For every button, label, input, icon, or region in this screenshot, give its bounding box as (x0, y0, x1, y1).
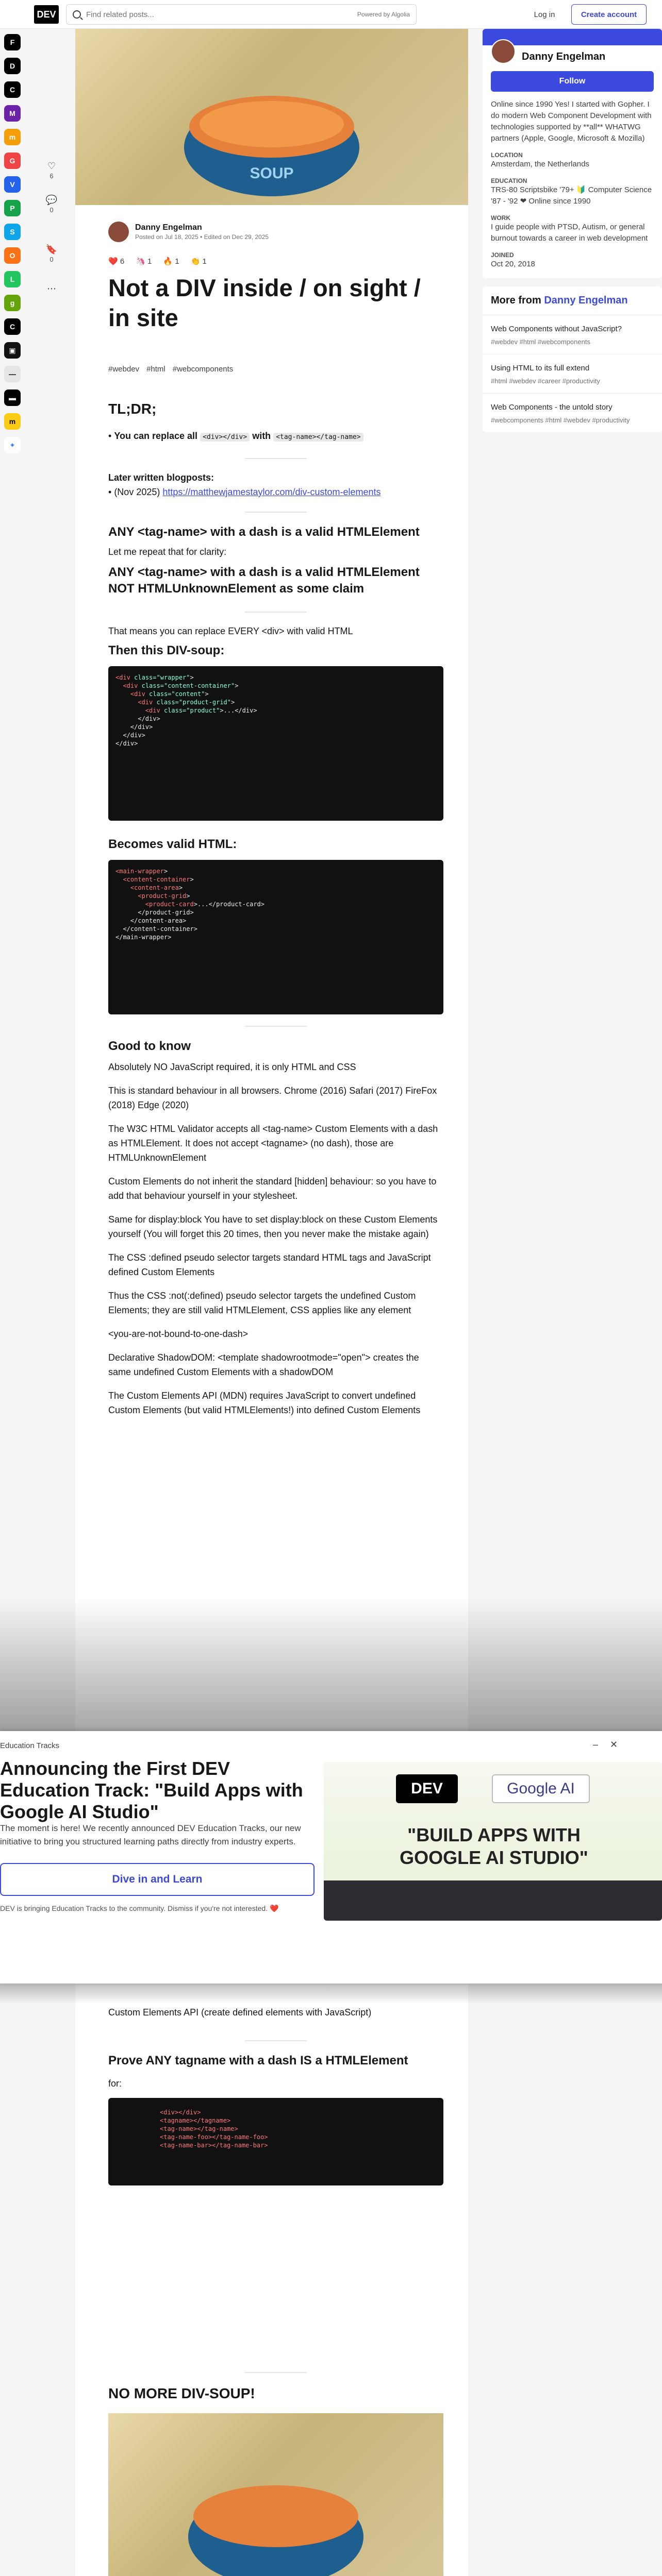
more-item-tags: #webcomponents #html #webdev #productivity (491, 416, 630, 424)
not-heading: NOT HTMLUnknownElement as some claim (108, 582, 365, 596)
community-icon-7[interactable]: V (4, 176, 21, 193)
more-item[interactable] (483, 394, 662, 432)
svg-text:SOUP: SOUP (250, 165, 294, 182)
comment-icon: 💬 (45, 194, 58, 205)
community-icon-6[interactable]: G (4, 152, 21, 169)
spacer (108, 2185, 443, 2361)
soup-bowl-illustration-2 (108, 2413, 443, 2576)
more-icon: ⋯ (47, 283, 56, 294)
search-icon (73, 10, 81, 19)
article-body-lower (108, 2005, 443, 2576)
more-item-title: Web Components without JavaScript? (491, 325, 622, 333)
joined-label: JOINED (491, 251, 514, 259)
more-from-card (483, 286, 662, 432)
article-body (108, 400, 443, 1427)
top-header (0, 0, 662, 29)
comment-reaction[interactable] (41, 194, 62, 214)
community-icon-4[interactable]: M (4, 105, 21, 122)
more-item-tags: #webdev #html #webcomponents (491, 338, 590, 346)
tag-html[interactable]: #html (146, 365, 166, 374)
good-bullet: Absolutely NO JavaScript required, it is only HTML and CSS (108, 1062, 356, 1072)
community-icon-5[interactable]: m (4, 129, 21, 145)
powered-by-label: Powered by Algolia (357, 11, 410, 18)
banner-text: "BUILD APPS WITH GOOGLE AI STUDIO" (400, 1824, 588, 1868)
divider (245, 512, 307, 513)
heart-icon: ♡ (47, 160, 56, 171)
heart-reaction[interactable] (41, 160, 62, 180)
popup-title: Announcing the First DEV Education Track: "Build Apps with Google AI Studio" (0, 1758, 303, 1822)
reaction-heart: ❤️ 6 (108, 257, 125, 266)
popup-banner (324, 1762, 662, 1921)
location-label: LOCATION (491, 151, 523, 159)
custom-elements-api-text: Custom Elements API (create defined elements with JavaScript) (108, 2007, 372, 2018)
work-label: WORK (491, 214, 510, 222)
education-label: EDUCATION (491, 177, 527, 184)
tldr-text: You can replace all (114, 431, 198, 441)
community-icon-8[interactable]: P (4, 200, 21, 216)
article-title: Not a DIV inside / on sight / in site (108, 274, 421, 331)
community-icon-14[interactable]: ▣ (4, 342, 21, 359)
dive-in-button[interactable]: Dive in and Learn (0, 1863, 315, 1896)
create-account-button[interactable]: Create account (571, 4, 647, 25)
more-item[interactable] (483, 315, 662, 354)
tldr-with: with (252, 431, 271, 441)
profile-bio: Online since 1990 Yes! I started with Gopher. I do modern Web Component Development with technologies supported by **all** WHATWG partners (Apple, Google, Microsoft & Mozilla) (491, 100, 652, 143)
education-track-popup (0, 1731, 662, 1984)
divider (245, 2040, 307, 2041)
good-bullet: This is standard behaviour in all browsers. Chrome (2016) Safari (2017) FireFox (2018) Edge (2020) (108, 1086, 437, 1110)
post-date: Posted on Jul 18, 2025 • Edited on Dec 29, 2025 (135, 233, 269, 241)
good-bullet: <you-are-not-bound-to-one-dash> (108, 1329, 249, 1339)
becomes-heading: Becomes valid HTML: (108, 837, 237, 851)
prove-code (108, 2098, 443, 2185)
divider (245, 1026, 307, 1027)
prove-code-line: <tag-name></tag-name> (160, 2125, 238, 2132)
comment-count: 0 (49, 206, 54, 214)
community-icon-18[interactable]: ✦ (4, 437, 21, 453)
codenewbie-icon[interactable]: C (4, 81, 21, 98)
close-icon[interactable]: ✕ (610, 1739, 618, 1750)
good-bullet: The Custom Elements API (MDN) requires JavaScript to convert undefined Custom Elements (but valid HTMLElements!) into defined Custom Elements (108, 1391, 421, 1415)
reaction-clap: 👏 1 (190, 257, 207, 266)
repeat-text: Let me repeat that for clarity: (108, 547, 227, 557)
profile-card (483, 45, 662, 278)
forem-icon[interactable]: F (4, 34, 21, 50)
later-link[interactable]: https://matthewjamestaylor.com/div-custom-elements (162, 487, 381, 497)
tag-webcomponents[interactable]: #webcomponents (172, 365, 234, 374)
search-box[interactable] (66, 4, 417, 25)
good-to-know-heading: Good to know (108, 1039, 191, 1053)
education-value: TRS-80 Scriptsbike '79+ 🔰 Computer Science '87 - '92 ❤ Online since 1990 (491, 185, 652, 206)
right-sidebar (483, 29, 662, 432)
prove-code-line: <div></div> (160, 2109, 201, 2116)
more-from-author-link[interactable]: Danny Engelman (544, 295, 628, 306)
soup-image-2 (108, 2413, 443, 2576)
community-icon-10[interactable]: O (4, 247, 21, 264)
then-heading: Then this DIV-soup: (108, 643, 225, 657)
search-input[interactable] (86, 10, 357, 19)
community-icon-16[interactable]: ▬ (4, 389, 21, 406)
prove-for: for: (108, 2078, 122, 2089)
popup-bottom-shadow (0, 1984, 662, 2004)
good-bullet: The W3C HTML Validator accepts all <tag-name> Custom Elements with a dash as HTMLElement. It does not accept <tagname> (no dash), those are HTMLUnknownElement (108, 1124, 438, 1163)
community-icon-12[interactable]: g (4, 295, 21, 311)
banner-dev-logo: DEV (396, 1774, 458, 1803)
profile-name[interactable]: Danny Engelman (522, 50, 606, 62)
author-block (108, 222, 269, 242)
more-item-title: Using HTML to its full extend (491, 364, 590, 372)
article-card (75, 29, 468, 2576)
dev-community-icon[interactable]: D (4, 58, 21, 74)
any-heading: ANY <tag-name> with a dash is a valid HTMLElement (108, 525, 420, 539)
good-to-know-list (108, 1060, 443, 1417)
popup-description: The moment is here! We recently announced DEV Education Tracks, our new initiative to bring you structured learning paths directly from industry experts. (0, 1823, 301, 1846)
prove-code-line: <tag-name-bar></tag-name-bar> (160, 2142, 268, 2149)
location-value: Amsterdam, the Netherlands (491, 160, 589, 168)
later-item: • (Nov 2025) https://matthewjamestaylor.com/div-custom-elements (108, 487, 381, 497)
popup-shadow (0, 1597, 662, 1731)
valid-html-code: <main-wrapper> <content-container> <content-area> <product-grid> <product-card>...</product-card> </product-grid> </content-area> </content-container> </main-wrapper> (108, 860, 443, 1014)
prove-code-line: <tag-name-foo></tag-name-foo> (160, 2133, 268, 2141)
any-heading-2: ANY <tag-name> with a dash is a valid HTMLElement (108, 565, 420, 579)
div-soup-code: <div class="wrapper"> <div class="content-container"> <div class="content"> <div class="product-grid"> <div class="product">...</div> </div> </div> </div> </div> (108, 666, 443, 821)
popup-controls (593, 1739, 618, 1750)
save-count: 0 (49, 256, 54, 263)
more-from-prefix: More from (491, 295, 541, 306)
community-icon-13[interactable]: C (4, 318, 21, 335)
tag-webdev[interactable]: #webdev (108, 365, 140, 374)
divider (245, 458, 307, 459)
follow-button[interactable]: Follow (491, 71, 654, 92)
joined-value: Oct 20, 2018 (491, 260, 535, 268)
community-icon-9[interactable]: S (4, 224, 21, 240)
later-date: (Nov 2025) (114, 487, 160, 497)
good-bullet: Same for display:block You have to set display:block on these Custom Elements yourself (You will forget this 20 times, then you never make the mistake again) (108, 1214, 438, 1239)
community-icon-11[interactable]: L (4, 271, 21, 287)
prove-code-line: <tagname></tagname> (160, 2117, 231, 2124)
popup-footnote: DEV is bringing Education Tracks to the community. Dismiss if you're not interested. ❤️ (0, 1904, 279, 1912)
reaction-summary (108, 257, 218, 266)
good-bullet: Custom Elements do not inherit the standard [hidden] behaviour: so you have to add that behaviour yourself in your stylesheet. (108, 1176, 437, 1201)
more-from-title (483, 286, 662, 315)
author-avatar[interactable] (108, 222, 129, 242)
divider (245, 612, 307, 613)
soup-bowl-illustration (75, 29, 468, 205)
banner-strip (324, 1880, 662, 1921)
more-item[interactable] (483, 354, 662, 394)
banner-google-logo: Google AI (492, 1774, 590, 1803)
replace-text: That means you can replace EVERY <div> with valid HTML (108, 626, 353, 636)
tldr-heading: TL;DR; (108, 401, 157, 417)
minimize-icon[interactable]: – (593, 1739, 599, 1750)
community-icon-15[interactable]: — (4, 366, 21, 382)
community-icon-17[interactable]: m (4, 413, 21, 430)
article-tags (108, 365, 240, 374)
heart-count: 6 (49, 172, 54, 180)
cover-image (75, 29, 468, 205)
dev-logo[interactable]: DEV (34, 5, 59, 24)
popup-label: Education Tracks (0, 1741, 60, 1750)
prove-heading: Prove ANY tagname with a dash IS a HTMLElement (108, 2054, 408, 2067)
good-bullet: Thus the CSS :not(:defined) pseudo selector targets the undefined Custom Elements; they are still valid HTMLElement, CSS applies like any element (108, 1291, 416, 1315)
tldr-code-div: <div></div> (200, 433, 250, 442)
divider (245, 2372, 307, 2373)
good-bullet: The CSS :defined pseudo selector targets standard HTML tags and JavaScript defined Custom Elements (108, 1252, 431, 1277)
author-name[interactable]: Danny Engelman (135, 223, 202, 232)
later-heading: Later written blogposts: (108, 472, 214, 483)
login-button[interactable]: Log in (534, 10, 555, 19)
reaction-unicorn: 🦄 1 (136, 257, 152, 266)
bookmark-icon: 🔖 (45, 244, 58, 255)
community-rail (0, 29, 25, 544)
work-value: I guide people with PTSD, Autism, or general burnout towards a career in web development (491, 223, 648, 243)
no-more-heading: NO MORE DIV-SOUP! (108, 2385, 255, 2401)
save-reaction[interactable] (41, 243, 62, 263)
more-reaction[interactable] (41, 282, 62, 295)
good-bullet: Declarative ShadowDOM: <template shadowrootmode="open"> creates the same undefined Custom Elements with a shadowDOM (108, 1352, 419, 1377)
tldr-code-tagname: <tag-name></tag-name> (273, 433, 363, 442)
tldr-item: • You can replace all <div></div> with <tag-name></tag-name> (108, 429, 443, 445)
more-item-title: Web Components - the untold story (491, 403, 613, 412)
profile-avatar[interactable] (491, 39, 516, 64)
more-item-tags: #html #webdev #career #productivity (491, 377, 600, 385)
reaction-fire: 🔥 1 (163, 257, 179, 266)
